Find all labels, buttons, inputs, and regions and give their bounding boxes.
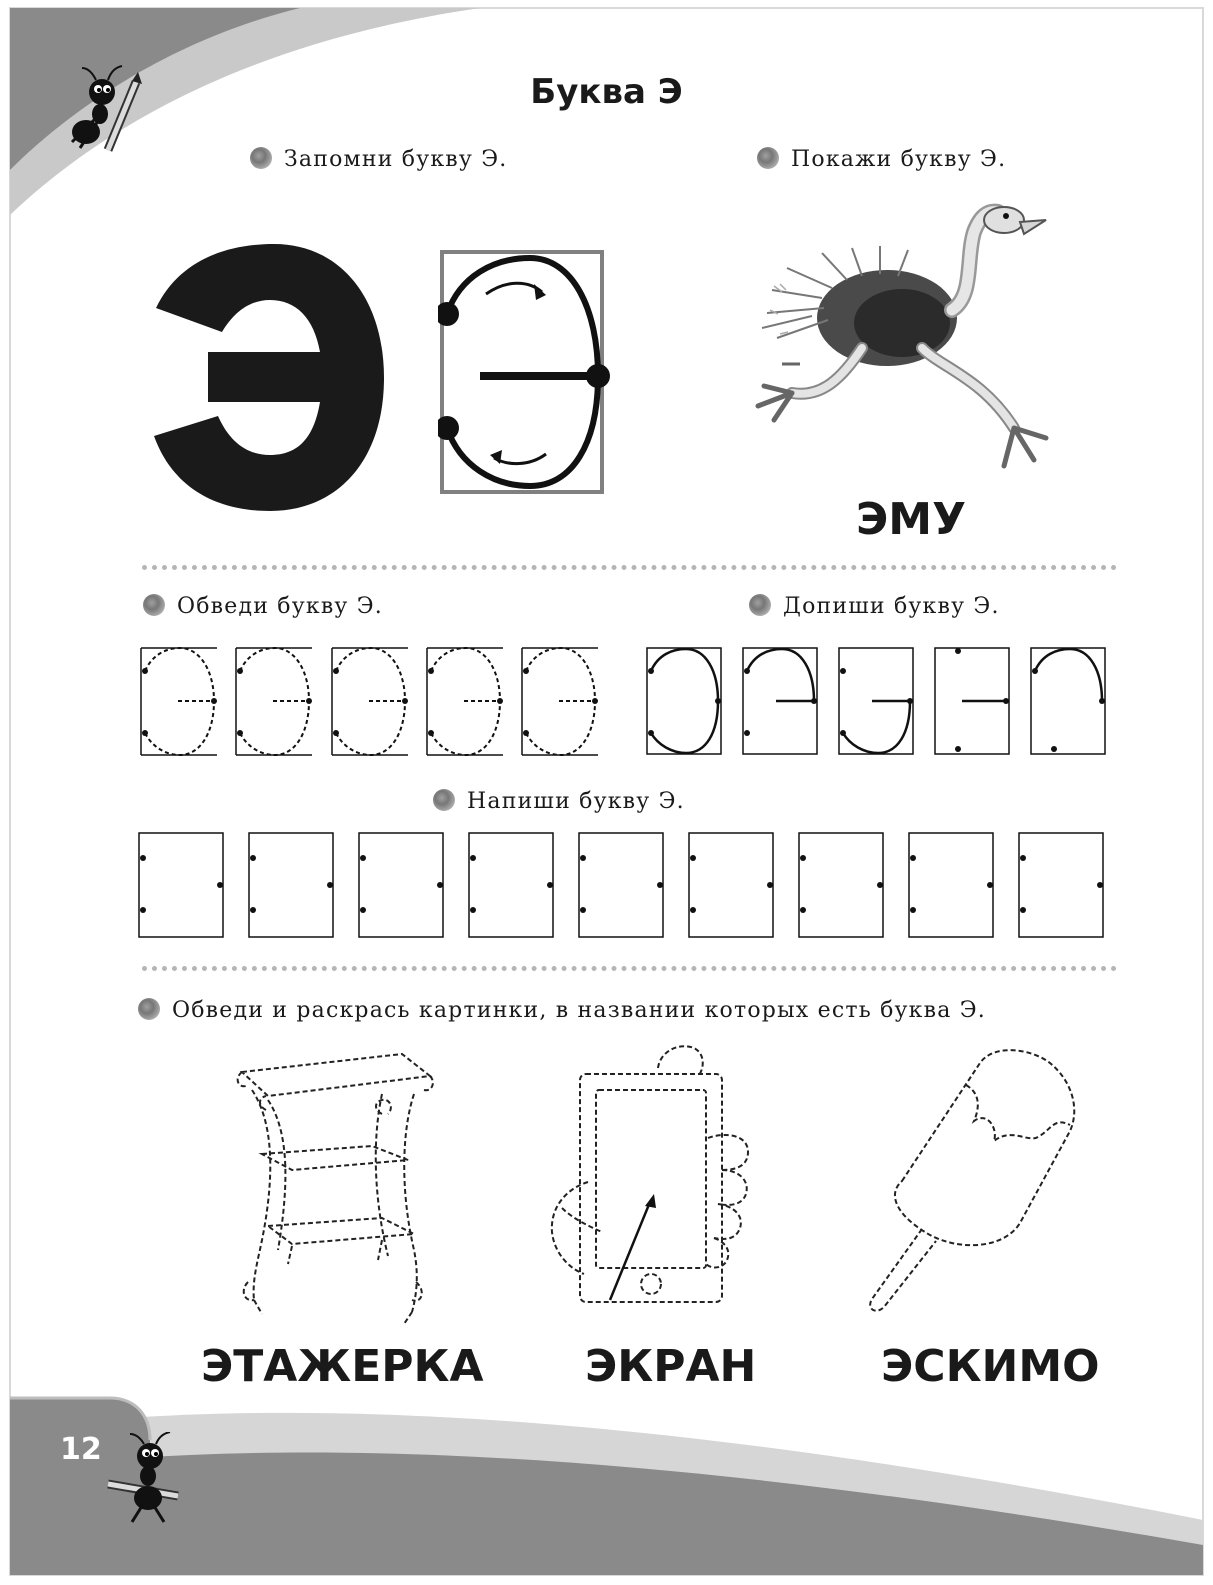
ostrich-illustration [752, 198, 1052, 478]
trace-box[interactable] [236, 648, 312, 755]
write-box[interactable] [1019, 833, 1103, 937]
write-box[interactable] [249, 833, 333, 937]
write-box[interactable] [139, 833, 223, 937]
write-box[interactable] [469, 833, 553, 937]
letter-stroke-order-diagram [438, 248, 610, 498]
trace-instruction: Обведи букву Э. [143, 594, 383, 619]
trace-box[interactable] [141, 648, 217, 755]
ant-with-pencil-icon [104, 1432, 184, 1524]
finish-box[interactable] [1031, 648, 1105, 754]
write-box[interactable] [799, 833, 883, 937]
bullet-icon [757, 147, 779, 169]
shelf-drawing[interactable] [232, 1050, 437, 1325]
write-letter-row [136, 830, 1111, 942]
finish-box[interactable] [647, 648, 721, 754]
section-divider [142, 565, 1117, 570]
phone-in-hand-drawing[interactable] [548, 1042, 753, 1307]
page-number: 12 [60, 1432, 102, 1467]
picture-word-screen: ЭКРАН [585, 1341, 757, 1392]
ice-cream-drawing[interactable] [862, 1045, 1082, 1315]
page-title: Буква Э [530, 72, 683, 112]
write-box[interactable] [579, 833, 663, 937]
bullet-icon [138, 998, 160, 1020]
write-box[interactable] [909, 833, 993, 937]
write-box[interactable] [689, 833, 773, 937]
remember-instruction: Запомни букву Э. [250, 147, 507, 172]
finish-letter-row [644, 645, 1110, 760]
finish-instruction: Допиши букву Э. [749, 594, 1000, 619]
trace-box[interactable] [332, 648, 408, 755]
bullet-icon [749, 594, 771, 616]
picture-word-shelf: ЭТАЖЕРКА [201, 1341, 484, 1392]
show-instruction: Покажи букву Э. [757, 147, 1006, 172]
write-instruction: Напиши букву Э. [433, 789, 685, 814]
finish-box[interactable] [935, 648, 1009, 754]
pictures-instruction: Обведи и раскрась картинки, в названии которых есть буква Э. [138, 998, 986, 1023]
trace-box[interactable] [427, 648, 503, 755]
trace-box[interactable] [522, 648, 598, 755]
write-box[interactable] [359, 833, 443, 937]
trace-letter-row [138, 645, 608, 760]
finish-box[interactable] [743, 648, 817, 754]
big-letter-e-glyph [150, 240, 390, 515]
picture-word-icecream: ЭСКИМО [881, 1341, 1100, 1392]
section-divider [142, 966, 1117, 971]
animal-word: ЭМУ [856, 494, 966, 545]
bullet-icon [143, 594, 165, 616]
bullet-icon [250, 147, 272, 169]
finish-box[interactable] [839, 648, 913, 754]
bullet-icon [433, 789, 455, 811]
